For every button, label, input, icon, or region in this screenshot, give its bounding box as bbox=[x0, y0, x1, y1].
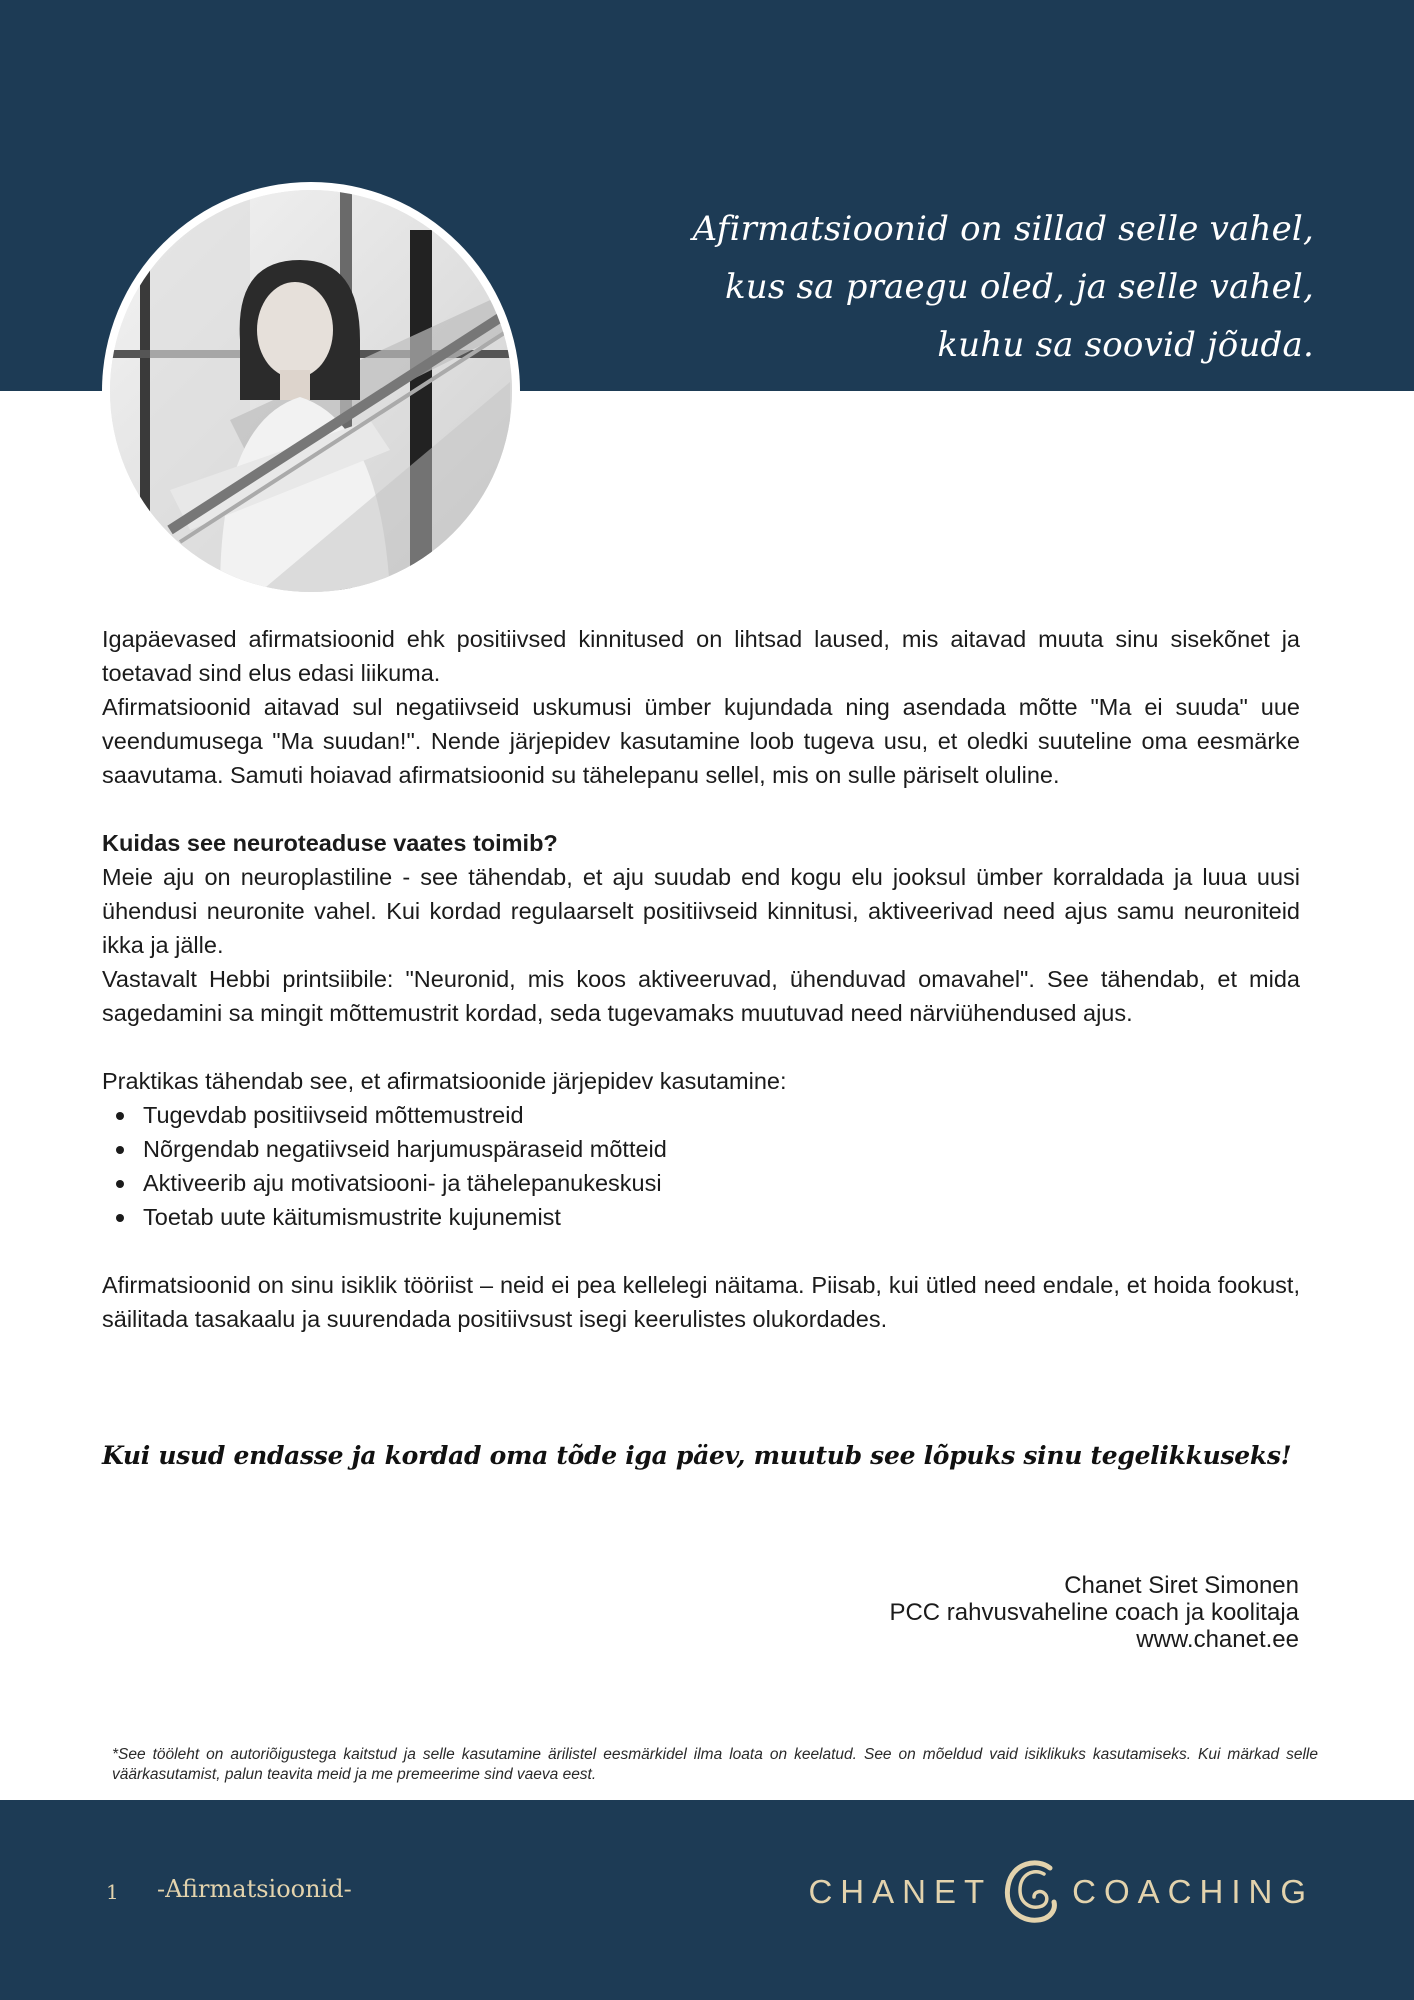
neuro-paragraph-2: Vastavalt Hebbi printsiibile: "Neuronid, mis koos aktiveeruvad, ühenduvad omavahel". See tähendab, et mida sagedamini sa mingit mõttemustrit kordad, seda tugevamaks muutuvad need närviühendused ajus. bbox=[102, 966, 1300, 1026]
signature-role: PCC rahvusvaheline coach ja koolitaja bbox=[889, 1599, 1299, 1626]
practice-summary: Afirmatsioonid on sinu isiklik tööriist – neid ei pea kellelegi näitama. Piisab, kui ütled need endale, et hoida fookust, säilitada tasakaalu ja suurendada positiivsust isegi keerulistes olukordades. bbox=[102, 1272, 1300, 1332]
brand-logo bbox=[808, 1856, 1314, 1928]
header-quote bbox=[594, 200, 1314, 374]
quote-line-3: kuhu sa soovid jõuda. bbox=[937, 325, 1314, 365]
practice-intro: Praktikas tähendab see, et afirmatsioonide järjepidev kasutamine: bbox=[102, 1068, 787, 1094]
portrait-illustration bbox=[110, 190, 512, 592]
practice-list bbox=[116, 1098, 1300, 1234]
brand-word-right: COACHING bbox=[1072, 1873, 1314, 1910]
list-item: Toetab uute käitumismustrite kujunemist bbox=[116, 1200, 1300, 1234]
portrait-photo bbox=[110, 190, 512, 592]
spacer bbox=[102, 792, 1300, 826]
list-item: Aktiveerib aju motivatsiooni- ja tähelepanukeskusi bbox=[116, 1166, 1300, 1200]
intro-paragraph-2: Afirmatsioonid aitavad sul negatiivseid uskumusi ümber kujundada ning asendada mõtte "Ma ei suuda" uue veendumusega "Ma suudan!". Nende järjepidev kasutamine loob tugeva usu, et oledki suuteline oma eesmärke saavutama. Samuti hoiavad afirmatsioonid su tähelepanu sellel, mis on sulle päriselt oluline. bbox=[102, 694, 1300, 788]
closing-statement: Kui usud endasse ja kordad oma tõde iga päev, muutub see lõpuks sinu tegelikkuseks! bbox=[102, 1441, 1292, 1470]
list-item: Tugevdab positiivseid mõttemustreid bbox=[116, 1098, 1300, 1132]
neuro-paragraph-1: Meie aju on neuroplastiline - see tähendab, et aju suudab end kogu elu jooksul ümber korraldada ja luua uusi ühendusi neuronite vahel. Kui kordad regulaarselt positiivseid kinnitusi, aktiveerivad need ajus samu neuroniteid ikka ja jälle. bbox=[102, 864, 1300, 958]
spiral-c-logo-icon bbox=[998, 1856, 1062, 1928]
neuro-heading: Kuidas see neuroteaduse vaates toimib? bbox=[102, 830, 558, 856]
spacer bbox=[102, 1030, 1300, 1064]
brand-word-left: CHANET bbox=[808, 1873, 993, 1910]
quote-line-1: Afirmatsioonid on sillad selle vahel, bbox=[692, 209, 1314, 249]
spacer bbox=[102, 1234, 1300, 1268]
copyright-disclaimer: *See tööleht on autoriõigustega kaitstud ja selle kasutamine ärilistel eesmärkidel ilma loata on keelatud. See on mõeldud vaid isiklikuks kasutamiseks. Kui märkad selle väärkasutamist, palun teavita meid ja me premeerime sind vaeva eest. bbox=[112, 1746, 1318, 1783]
portrait-photo-frame bbox=[102, 182, 520, 600]
quote-line-2: kus sa praegu oled, ja selle vahel, bbox=[724, 267, 1314, 307]
list-item: Nõrgendab negatiivseid harjumuspäraseid mõtteid bbox=[116, 1132, 1300, 1166]
signature-block bbox=[699, 1572, 1299, 1653]
signature-website-link[interactable]: www.chanet.ee bbox=[1136, 1626, 1299, 1653]
signature-name: Chanet Siret Simonen bbox=[1064, 1572, 1299, 1599]
intro-paragraph-1: Igapäevased afirmatsioonid ehk positiivsed kinnitused on lihtsad laused, mis aitavad muuta sinu sisekõnet ja toetavad sind elus edasi liikuma. bbox=[102, 626, 1300, 686]
main-content bbox=[102, 622, 1300, 1336]
page-number: 1 bbox=[106, 1880, 119, 1904]
footer-title: -Afirmatsioonid- bbox=[157, 1875, 352, 1903]
